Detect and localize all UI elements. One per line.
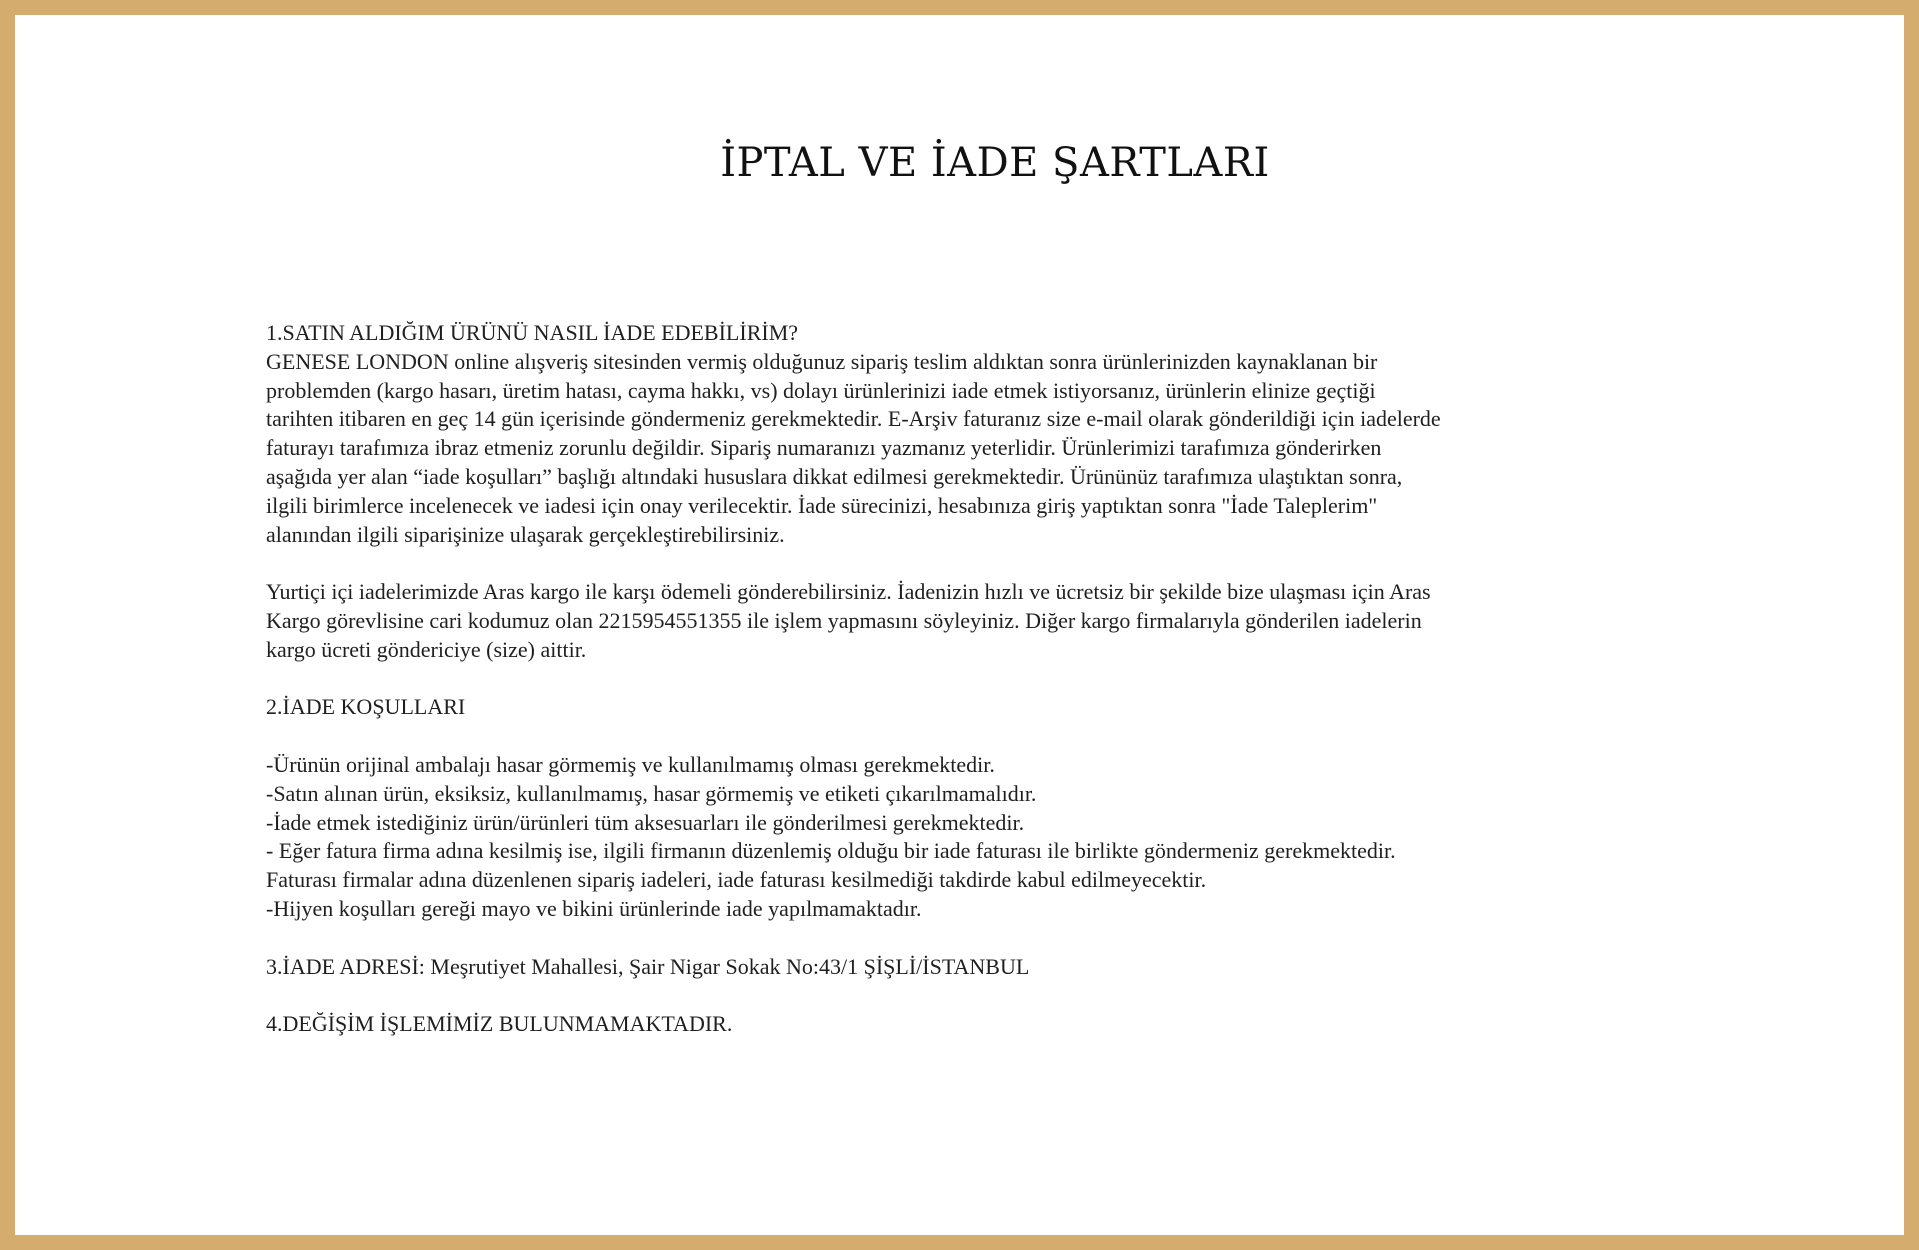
section-heading-return-how: 1.SATIN ALDIĞIM ÜRÜNÜ NASIL İADE EDEBİLİRİM?: [266, 320, 799, 345]
section-heading-return-conditions: 2.İADE KOŞULLARI: [266, 694, 466, 720]
list-item: -Satın alınan ürün, eksiksiz, kullanılmamış, hasar görmemiş ve etiketi çıkarılmamalıdır.: [266, 780, 1037, 806]
list-item: Faturası firmalar adına düzenlenen sipariş iadeleri, iade faturası kesilmediği takdirde kabul edilmeyecektir.: [266, 867, 1207, 893]
list-item: - Eğer fatura firma adına kesilmiş ise, ilgili firmanın düzenlemiş olduğu bir iade faturası ile birlikte göndermeniz gerekmektedir.: [266, 838, 1396, 864]
paragraph-line: alanından ilgili siparişinize ulaşarak gerçekleştirebilirsiniz.: [266, 521, 785, 547]
section-return-how: [266, 319, 1686, 549]
paragraph-line: aşağıda yer alan “iade koşulları” başlığı altındaki hususlara dikkat edilmesi gerekmektedir. Ürününüz tarafımıza ulaştıktan sonra,: [266, 463, 1403, 489]
section-exchange: [266, 1010, 1686, 1039]
paragraph-line: faturayı tarafımıza ibraz etmeniz zorunlu değildir. Sipariş numaranızı yazmanız yeterlidir. Ürünlerimizi tarafımıza gönderirken: [266, 435, 1382, 461]
exchange-notice: 4.DEĞİŞİM İŞLEMİMİZ BULUNMAMAKTADIR.: [266, 1011, 733, 1037]
paragraph-line: Yurtiçi içi iadelerimizde Aras kargo ile karşı ödemeli gönderebilirsiniz. İadenizin hızlı ve ücretsiz bir şekilde bize ulaşması için Aras: [266, 579, 1431, 605]
paragraph-line: ilgili birimlerce incelenecek ve iadesi için onay verilecektir. İade sürecinizi, hesabınıza giriş yaptıktan sonra "İade Taleplerim": [266, 492, 1378, 518]
paragraph-line: kargo ücreti göndericiye (size) aittir.: [266, 636, 587, 662]
list-item: -Hijyen koşulları gereği mayo ve bikini ürünlerinde iade yapılmamaktadır.: [266, 895, 922, 921]
section-return-conditions-list: [266, 751, 1686, 924]
section-return-conditions-heading: [266, 693, 1686, 722]
paragraph-line: Kargo görevlisine cari kodumuz olan 2215954551355 ile işlem yapmasını söyleyiniz. Diğer kargo firmalarıyla gönderilen iadelerin: [266, 607, 1422, 633]
paragraph-line: GENESE LONDON online alışveriş sitesinden vermiş olduğunuz sipariş teslim aldıktan sonra ürünlerinizden kaynaklanan bir: [266, 348, 1378, 374]
paragraph-line: tarihten itibaren en geç 14 gün içerisinde göndermeniz gerekmektedir. E-Arşiv faturanız size e-mail olarak gönderildiği için iadelerde: [266, 406, 1441, 432]
page-title: İPTAL VE İADE ŞARTLARI: [720, 140, 1270, 186]
return-address: 3.İADE ADRESİ: Meşrutiyet Mahallesi, Şair Nigar Sokak No:43/1 ŞİŞLİ/İSTANBUL: [266, 953, 1030, 979]
list-item: -İade etmek istediğiniz ürün/ürünleri tüm aksesuarları ile gönderilmesi gerekmektedir.: [266, 809, 1025, 835]
list-item: -Ürünün orijinal ambalajı hasar görmemiş ve kullanılmamış olması gerekmektedir.: [266, 751, 995, 777]
section-domestic-shipping: [266, 578, 1686, 664]
policy-content: [266, 319, 1686, 1068]
paragraph-line: problemden (kargo hasarı, üretim hatası, cayma hakkı, vs) dolayı ürünlerinizi iade etmek istiyorsanız, ürünlerin elinize geçtiği: [266, 377, 1376, 403]
section-return-address: [266, 953, 1686, 982]
